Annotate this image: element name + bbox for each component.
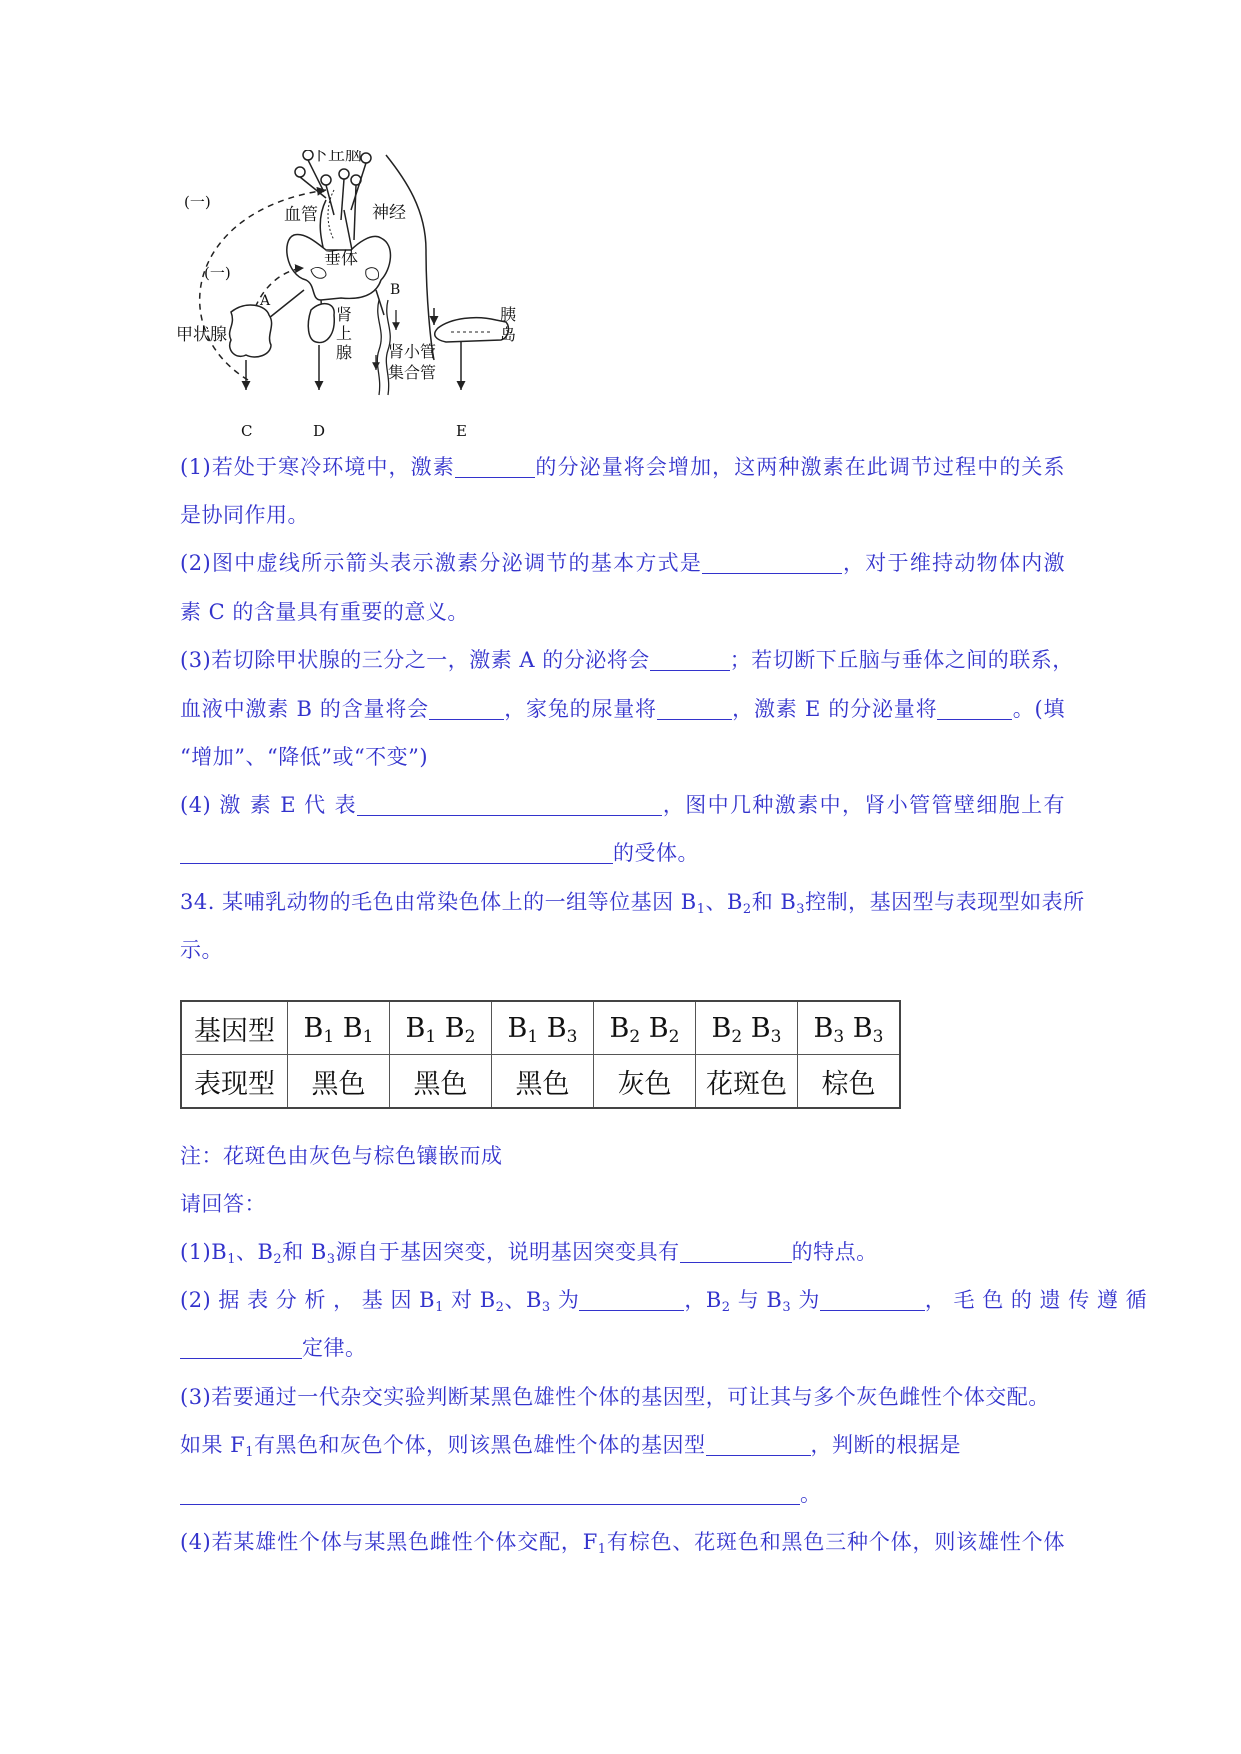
q4-blank-2[interactable] [180, 841, 613, 864]
label-a: A [260, 293, 271, 309]
label-c: C [241, 422, 253, 440]
table-row-genotype [181, 1001, 900, 1055]
table-cell: 灰色 [594, 1055, 696, 1109]
label-tubule-1: 肾小管 [388, 342, 437, 361]
q3-blank-1[interactable] [650, 648, 730, 671]
label-adrenal-1: 肾 [336, 305, 353, 324]
table-header-phenotype: 表现型 [181, 1055, 288, 1109]
label-hypothalamus: 下丘脑 [311, 150, 362, 165]
table-cell: 花斑色 [696, 1055, 798, 1109]
adrenal-gland [308, 304, 334, 343]
table-cell: 黑色 [288, 1055, 390, 1109]
q34-line-2: 示。 [180, 938, 223, 962]
q1-line-1: (1)若处于寒冷环境中，激素 的分泌量将会增加，这两种激素在此调节过程中的关系 [180, 455, 1066, 479]
table-cell: $B_2$ $B_3$ [696, 1001, 798, 1055]
q2-line-2: 素 C 的含量具有重要的意义。 [180, 600, 469, 624]
label-islet-1: 胰 [500, 305, 517, 324]
p3-line-2: 如果 $F_1$有黑色和灰色个体，则该黑色雄性个体的基因型 ，判断的根据是 [180, 1433, 962, 1460]
p3-blank-1[interactable] [706, 1433, 811, 1456]
label-islet-2: 岛 [500, 325, 517, 344]
nerve-path [386, 155, 437, 361]
p3-blank-2[interactable] [180, 1482, 800, 1505]
p1-blank[interactable] [680, 1240, 792, 1263]
q4-line-1: (4) 激 素 E 代 表 ，图中几种激素中，肾小管管壁细胞上有 [180, 793, 1065, 817]
q2-line-1: (2)图中虚线所示箭头表示激素分泌调节的基本方式是 ，对于维持动物体内激 [180, 551, 1066, 575]
q4-blank-1[interactable] [357, 793, 662, 816]
label-dashed-1: (一) [184, 193, 211, 211]
table-cell: 黑色 [390, 1055, 492, 1109]
p3-line-1: (3)若要通过一代杂交实验判断某黑色雄性个体的基因型，可让其与多个灰色雌性个体交配。 [180, 1385, 1050, 1409]
table-header-genotype: 基因型 [181, 1001, 288, 1055]
q3-line-3: “增加”、“降低”或“不变”) [180, 745, 429, 769]
label-e: E [456, 422, 467, 440]
label-dashed-2: (一) [204, 264, 231, 282]
label-nerve: 神经 [372, 203, 406, 223]
arrow-b [376, 290, 384, 315]
p2-line-1: (2) 据 表 分 析 ， 基 因 $B_1$ 对 $B_2$、$B_3$ 为 ，$B_2$ 与 $B_3$ 为 ， 毛 色 的 遗 传 遵 循 [180, 1288, 1148, 1315]
label-thyroid: 甲状腺 [176, 325, 227, 345]
label-d: D [313, 422, 326, 440]
table-cell: $B_1$ $B_1$ [288, 1001, 390, 1055]
table-cell: $B_3$ $B_3$ [798, 1001, 901, 1055]
thyroid-gland [230, 305, 272, 357]
p3-line-3: 。 [180, 1479, 1065, 1509]
q3-blank-2[interactable] [429, 697, 504, 720]
table-cell: $B_1$ $B_2$ [390, 1001, 492, 1055]
table-cell: 棕色 [798, 1055, 901, 1109]
p4-line-1: (4)若某雄性个体与某黑色雌性个体交配，$F_1$有棕色、花斑色和黑色三种个体，则该雄性个体 [180, 1530, 1065, 1557]
label-vessel: 血管 [284, 205, 318, 225]
q1-line-2: 是协同作用。 [180, 503, 309, 527]
label-adrenal-3: 腺 [336, 343, 353, 362]
q2-blank[interactable] [702, 551, 842, 574]
table-note: 注：花斑色由灰色与棕色镶嵌而成 [180, 1144, 503, 1168]
p2-blank-1[interactable] [579, 1288, 684, 1311]
table-row-phenotype [181, 1055, 900, 1109]
table-cell: 黑色 [492, 1055, 594, 1109]
table-cell: $B_2$ $B_2$ [594, 1001, 696, 1055]
p2-blank-3[interactable] [180, 1336, 302, 1359]
p1-line: $(1)B_1$、$B_2$和 $B_3$源自于基因突变，说明基因突变具有 的特点。 [180, 1240, 878, 1267]
please-answer: 请回答： [180, 1192, 266, 1216]
diagram-svg [176, 150, 596, 440]
genotype-phenotype-table [180, 1000, 901, 1109]
p2-line-2: 定律。 [180, 1333, 1065, 1363]
label-pituitary: 垂体 [324, 249, 358, 269]
label-tubule-2: 集合管 [388, 363, 437, 382]
q4-line-2: 的受体。 [180, 838, 1065, 868]
q1-blank[interactable] [455, 455, 535, 478]
label-b: B [390, 282, 401, 298]
q3-line-1: (3)若切除甲状腺的三分之一，激素 A 的分泌将会 ；若切断下丘脑与垂体之间的联系， [180, 648, 1074, 672]
hormone-regulation-diagram [176, 150, 596, 440]
q34-line-1: 34. 某哺乳动物的毛色由常染色体上的一组等位基因 $B_1$、$B_2$和 $B_3$控制，基因型与表现型如表所 [180, 890, 1085, 917]
q3-blank-4[interactable] [937, 697, 1012, 720]
q3-line-2: 血液中激素 B 的含量将会 ，家兔的尿量将 ，激素 E 的分泌量将 。(填 [180, 697, 1065, 721]
p2-blank-2[interactable] [820, 1288, 925, 1311]
q3-blank-3[interactable] [657, 697, 732, 720]
pancreas-islet [435, 318, 509, 342]
label-adrenal-2: 上 [336, 324, 353, 343]
table-cell: $B_1$ $B_3$ [492, 1001, 594, 1055]
